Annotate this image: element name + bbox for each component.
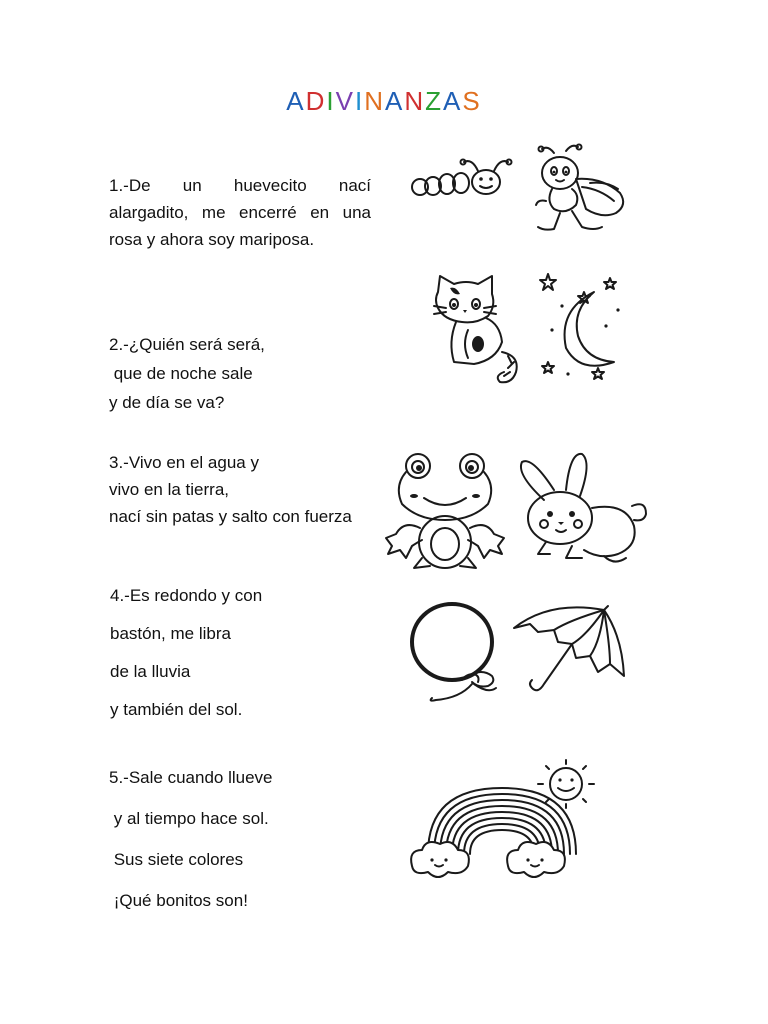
riddle-5-line-3: Sus siete colores	[109, 850, 244, 869]
riddle-5-line-1: 5.-Sale cuando llueve	[109, 768, 273, 787]
balloon-icon	[408, 602, 508, 706]
rainbow-icon	[408, 758, 608, 890]
page-title	[0, 86, 768, 117]
title-letter: Z	[425, 86, 444, 116]
riddle-5-line-4: ¡Qué bonitos son!	[109, 891, 248, 910]
riddle-1-text: 1.-De un huevecito nací alargadito, me encerré en una rosa y ahora soy mariposa.	[109, 176, 371, 249]
title-letter: A	[385, 86, 405, 116]
moon-icon	[538, 270, 624, 386]
riddle-2-line-2: que de noche sale	[109, 364, 253, 383]
title-letter: S	[462, 86, 482, 116]
title-letter: N	[364, 86, 385, 116]
title-letter: I	[326, 86, 336, 116]
riddle-4-line-1: 4.-Es redondo y con	[110, 586, 263, 605]
riddle-4-line-2: bastón, me libra	[110, 624, 231, 643]
title-letter: I	[354, 86, 365, 116]
title-letter: A	[443, 86, 463, 116]
title-letter: V	[335, 86, 355, 116]
title-letter: N	[404, 86, 426, 116]
riddle-3-line-1: 3.-Vivo en el agua y	[109, 453, 259, 472]
rabbit-icon	[514, 450, 648, 570]
cat-icon	[430, 272, 530, 392]
title-letter: D	[305, 86, 327, 116]
frog-icon	[384, 450, 506, 572]
title-letter: A	[286, 86, 306, 116]
butterfly-icon	[524, 143, 630, 237]
riddle-2	[109, 330, 371, 417]
riddle-1	[109, 172, 371, 253]
riddle-3-text: nací sin patas y salto con fuerza	[109, 507, 352, 526]
riddle-2-line-1: 2.-¿Quién será será,	[109, 335, 265, 354]
riddle-4-line-3: de la lluvia	[110, 662, 191, 681]
umbrella-icon	[510, 606, 628, 698]
riddle-3-line-2: vivo en la tierra,	[109, 480, 229, 499]
riddle-4	[110, 577, 372, 729]
riddle-5-line-2: y al tiempo hace sol.	[109, 809, 269, 828]
riddle-5	[109, 757, 371, 921]
riddle-4-line-4: y también del sol.	[110, 700, 243, 719]
riddle-2-line-3: y de día se va?	[109, 393, 225, 412]
caterpillar-icon	[408, 152, 518, 202]
riddle-3	[109, 449, 371, 530]
